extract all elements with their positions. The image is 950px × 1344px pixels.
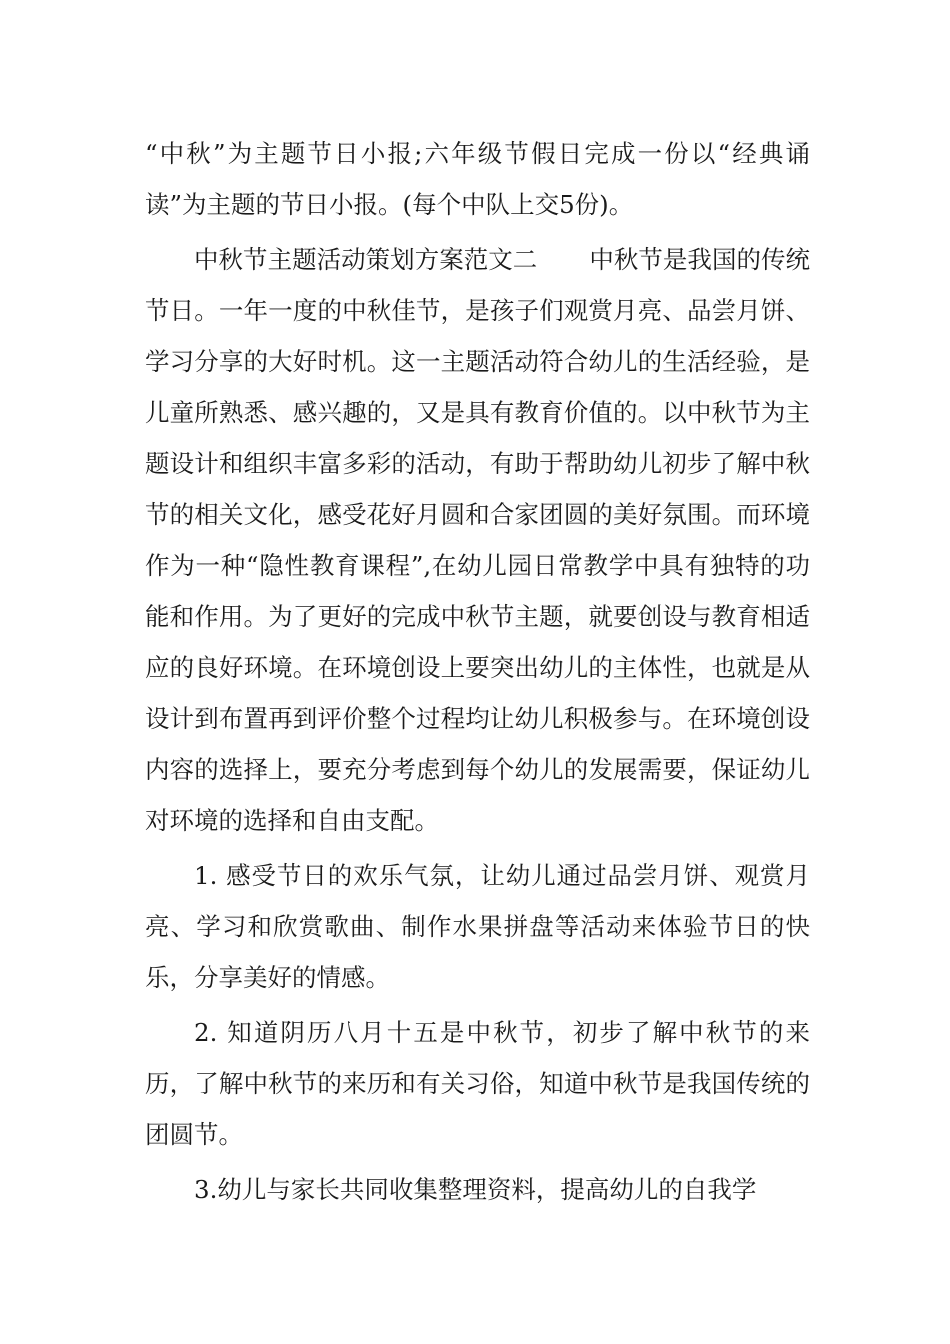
plan-heading: 中秋节主题活动策划方案范文二 — [194, 245, 538, 274]
plan-intro-body: 中秋节是我国的传统节日。一年一度的中秋佳节，是孩子们观赏月亮、品尝月饼、学习分享的大好时机。这一主题活动符合幼儿的生活经验，是儿童所熟悉、感兴趣的，又是具有教育价值的。以中秋节为主题设计和组织丰富多彩的活动，有助于帮助幼儿初步了解中秋节的相关文化，感受花好月圆和合家团圆的美好氛围。而环境作为一种“隐性教育课程”,在幼儿园日常教学中具有独特的功能和作用。为了更好的完成中秋节主题，就要创设与教育相适应的良好环境。在环境创设上要突出幼儿的主体性，也就是从设计到布置再到评价整个过程均让幼儿积极参与。在环境创设内容的选择上，要充分考虑到每个幼儿的发展需要，保证幼儿对环境的选择和自由支配。 — [145, 245, 811, 835]
paragraph-continuation: “中秋”为主题节日小报;六年级节假日完成一份以“经典诵读”为主题的节日小报。(每个中队上交5份)。 — [145, 139, 810, 219]
paragraph-goal-3: 3.幼儿与家长共同收集整理资料，提高幼儿的自我学 — [194, 1175, 757, 1204]
paragraph-plan-intro — [145, 234, 810, 846]
document-page — [145, 128, 810, 1215]
paragraph-goal-2: 2. 知道阴历八月十五是中秋节，初步了解中秋节的来历，了解中秋节的来历和有关习俗，知道中秋节是我国传统的团圆节。 — [145, 1018, 810, 1149]
paragraph-goal-1: 1. 感受节日的欢乐气氛，让幼儿通过品尝月饼、观赏月亮、学习和欣赏歌曲、制作水果拼盘等活动来体验节日的快乐，分享美好的情感。 — [145, 861, 810, 992]
